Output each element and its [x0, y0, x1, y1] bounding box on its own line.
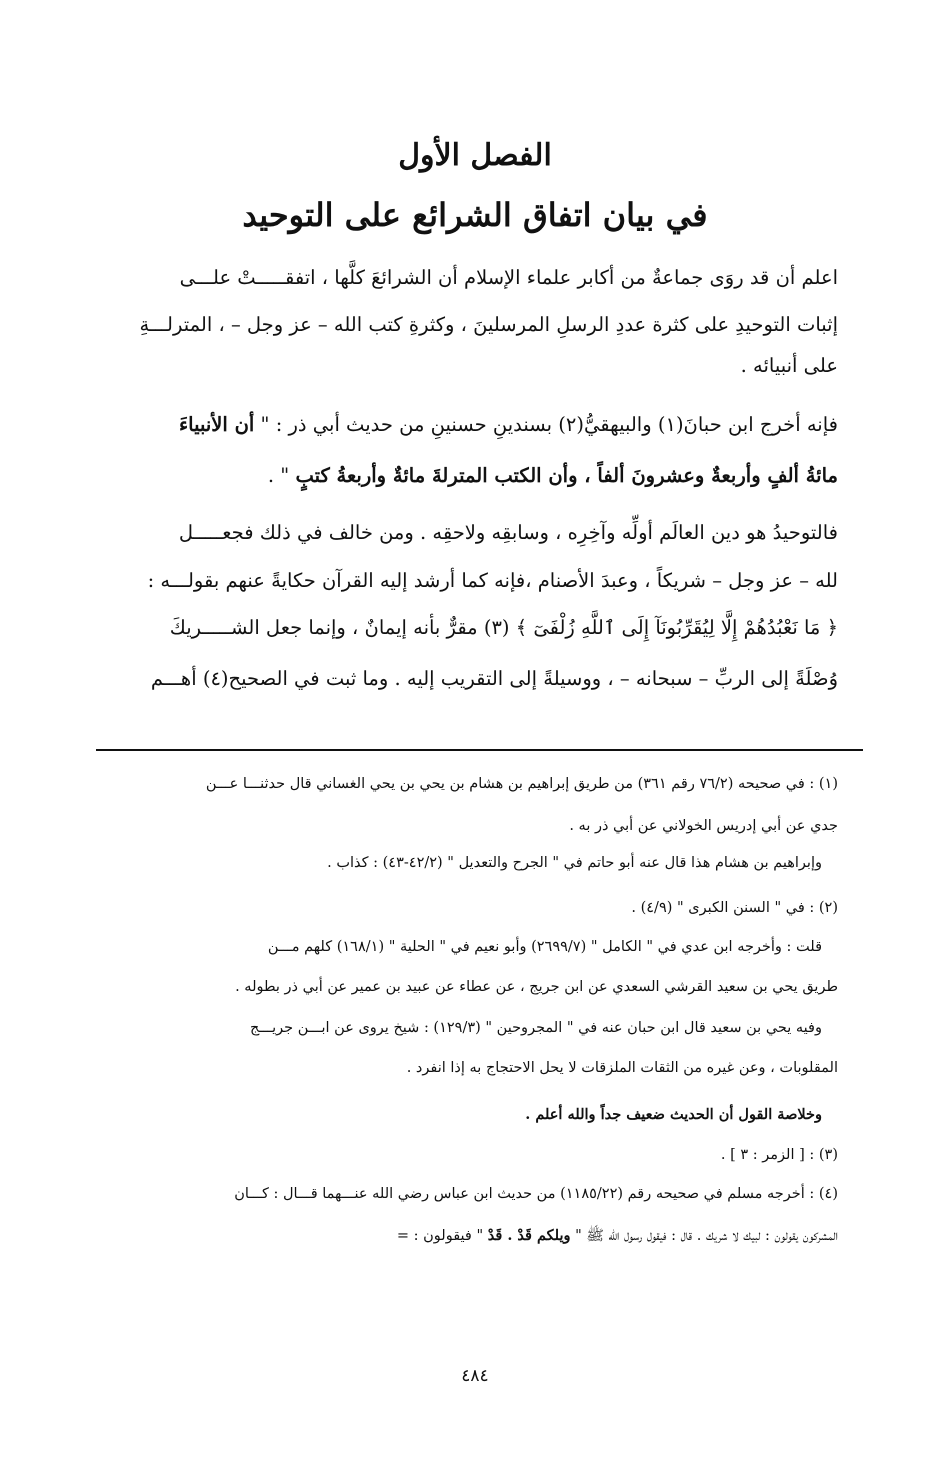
hadith-bold-text: مائةُ ألفٍ وأربعةٌ وعشرونَ ألفاً ، وأن الكتب المترلةَ مائةٌ وأربعةُ كتبٍ: [295, 464, 838, 487]
body-text: " .: [267, 464, 296, 487]
chapter-title: الفصل الأول: [398, 138, 552, 173]
footnote-text: المشركون يقولون : لبيك لا شريك . قال : فيقول رسول الله ﷺ ": [570, 1228, 838, 1244]
footnote-bold-text: ويلكم قَدْ . قَدْ: [487, 1227, 571, 1244]
footnote-separator: [96, 749, 863, 751]
footnote-line: [112, 1225, 838, 1248]
footnote-line: (٤) : أخرجه مسلم في صحيحه رقم (١١٨٥/٢٢) من حديث ابن عباس رضي الله عنـــهما قـــال : كـــان: [234, 1186, 838, 1202]
body-line: وُصْلَةً إلى الربِّ – سبحانه – ، ووسيلةً إلى التقريب إليه . وما ثبت في الصحيح(٤) أهـــم: [150, 667, 838, 690]
footnote-line: (٢) : في " السنن الكبرى " (٤/٩) .: [631, 900, 838, 916]
quran-verse-line: ﴿ مَا نَعْبُدُهُمْ إِلَّا لِيُقَرِّبُونَآ إِلَى ٱللَّهِ زُلْفَىٓ ﴾ (٣) مقرٌّ بأنه إيمانٌ ، وإنما جعل الشـــــريكَ: [169, 616, 838, 639]
body-line: لله – عز وجل – شريكاً ، وعبدَ الأصنام ،فإنه كما أرشد إليه القرآن حكايةً عنهم بقولـــه :: [147, 569, 838, 592]
body-line: [112, 461, 838, 490]
body-line: على أنبيائه .: [740, 354, 838, 377]
body-line: إثبات التوحيدِ على كثرة عددِ الرسلِ المرسلينَ ، وكثرةِ كتب الله – عز وجل – ، المترلـــةِ: [139, 313, 838, 336]
footnote-line: (١) : في صحيحه (٧٦/٢ رقم ٣٦١) من طريق إبراهيم بن هشام بن يحي بن يحي الغساني قال حدثنـــا عـــن: [205, 776, 838, 792]
footnote-line: جدي عن أبي إدريس الخولاني عن أبي ذر به .: [569, 818, 838, 834]
footnote-line: وفيه يحي بن سعيد قال ابن حبان عنه في " المجروحين " (١٢٩/٣) : شيخ يروى عن ابـــن جريـــج: [249, 1020, 822, 1036]
page-number: ٤٨٤: [461, 1366, 489, 1386]
footnote-line: قلت : وأخرجه ابن عدي في " الكامل " (٢٦٩٩/٧) وأبو نعيم في " الحلية " (١٦٨/١) كلهم مـــن: [267, 939, 822, 955]
footnote-conclusion: وخلاصة القول أن الحديث ضعيف جداً والله أعلم .: [525, 1106, 822, 1123]
footnote-text: " فيقولون : =: [396, 1228, 488, 1244]
body-line: فالتوحيدُ هو دين العالَم أولِّه وآخِرِه ، وسابقِه ولاحقِه . ومن خالف في ذلك فجعـــــل: [178, 521, 838, 544]
footnote-line: وإبراهيم بن هشام هذا قال عنه أبو حاتم في " الجرح والتعديل " (٤٢/٢-٤٣) : كذاب .: [327, 855, 822, 871]
body-line: اعلم أن قد روَى جماعةٌ من أكابر علماء الإسلام أن الشرائعَ كلَّها ، اتفقـــــتْ علـــى: [179, 266, 838, 289]
body-line: [112, 410, 838, 439]
footnote-line: طريق يحي بن سعيد القرشي السعدي عن ابن جريج ، عن عطاء عن عبيد بن عمير عن أبي ذر بطوله .: [235, 979, 838, 995]
body-text: فإنه أخرج ابن حبانَ(١) والبيهقيُّ(٢) بسندينِ حسنينِ من حديث أبي ذر : ": [254, 413, 838, 436]
chapter-subtitle: في بيان اتفاق الشرائع على التوحيد: [242, 196, 708, 234]
footnote-line: المقلوبات ، وعن غيره من الثقات الملزقات لا يحل الاحتجاج به إذا انفرد .: [406, 1060, 838, 1076]
hadith-bold-text: أن الأنبياءَ: [178, 413, 255, 436]
footnote-line: (٣) : [ الزمر : ٣ ] .: [720, 1147, 838, 1163]
